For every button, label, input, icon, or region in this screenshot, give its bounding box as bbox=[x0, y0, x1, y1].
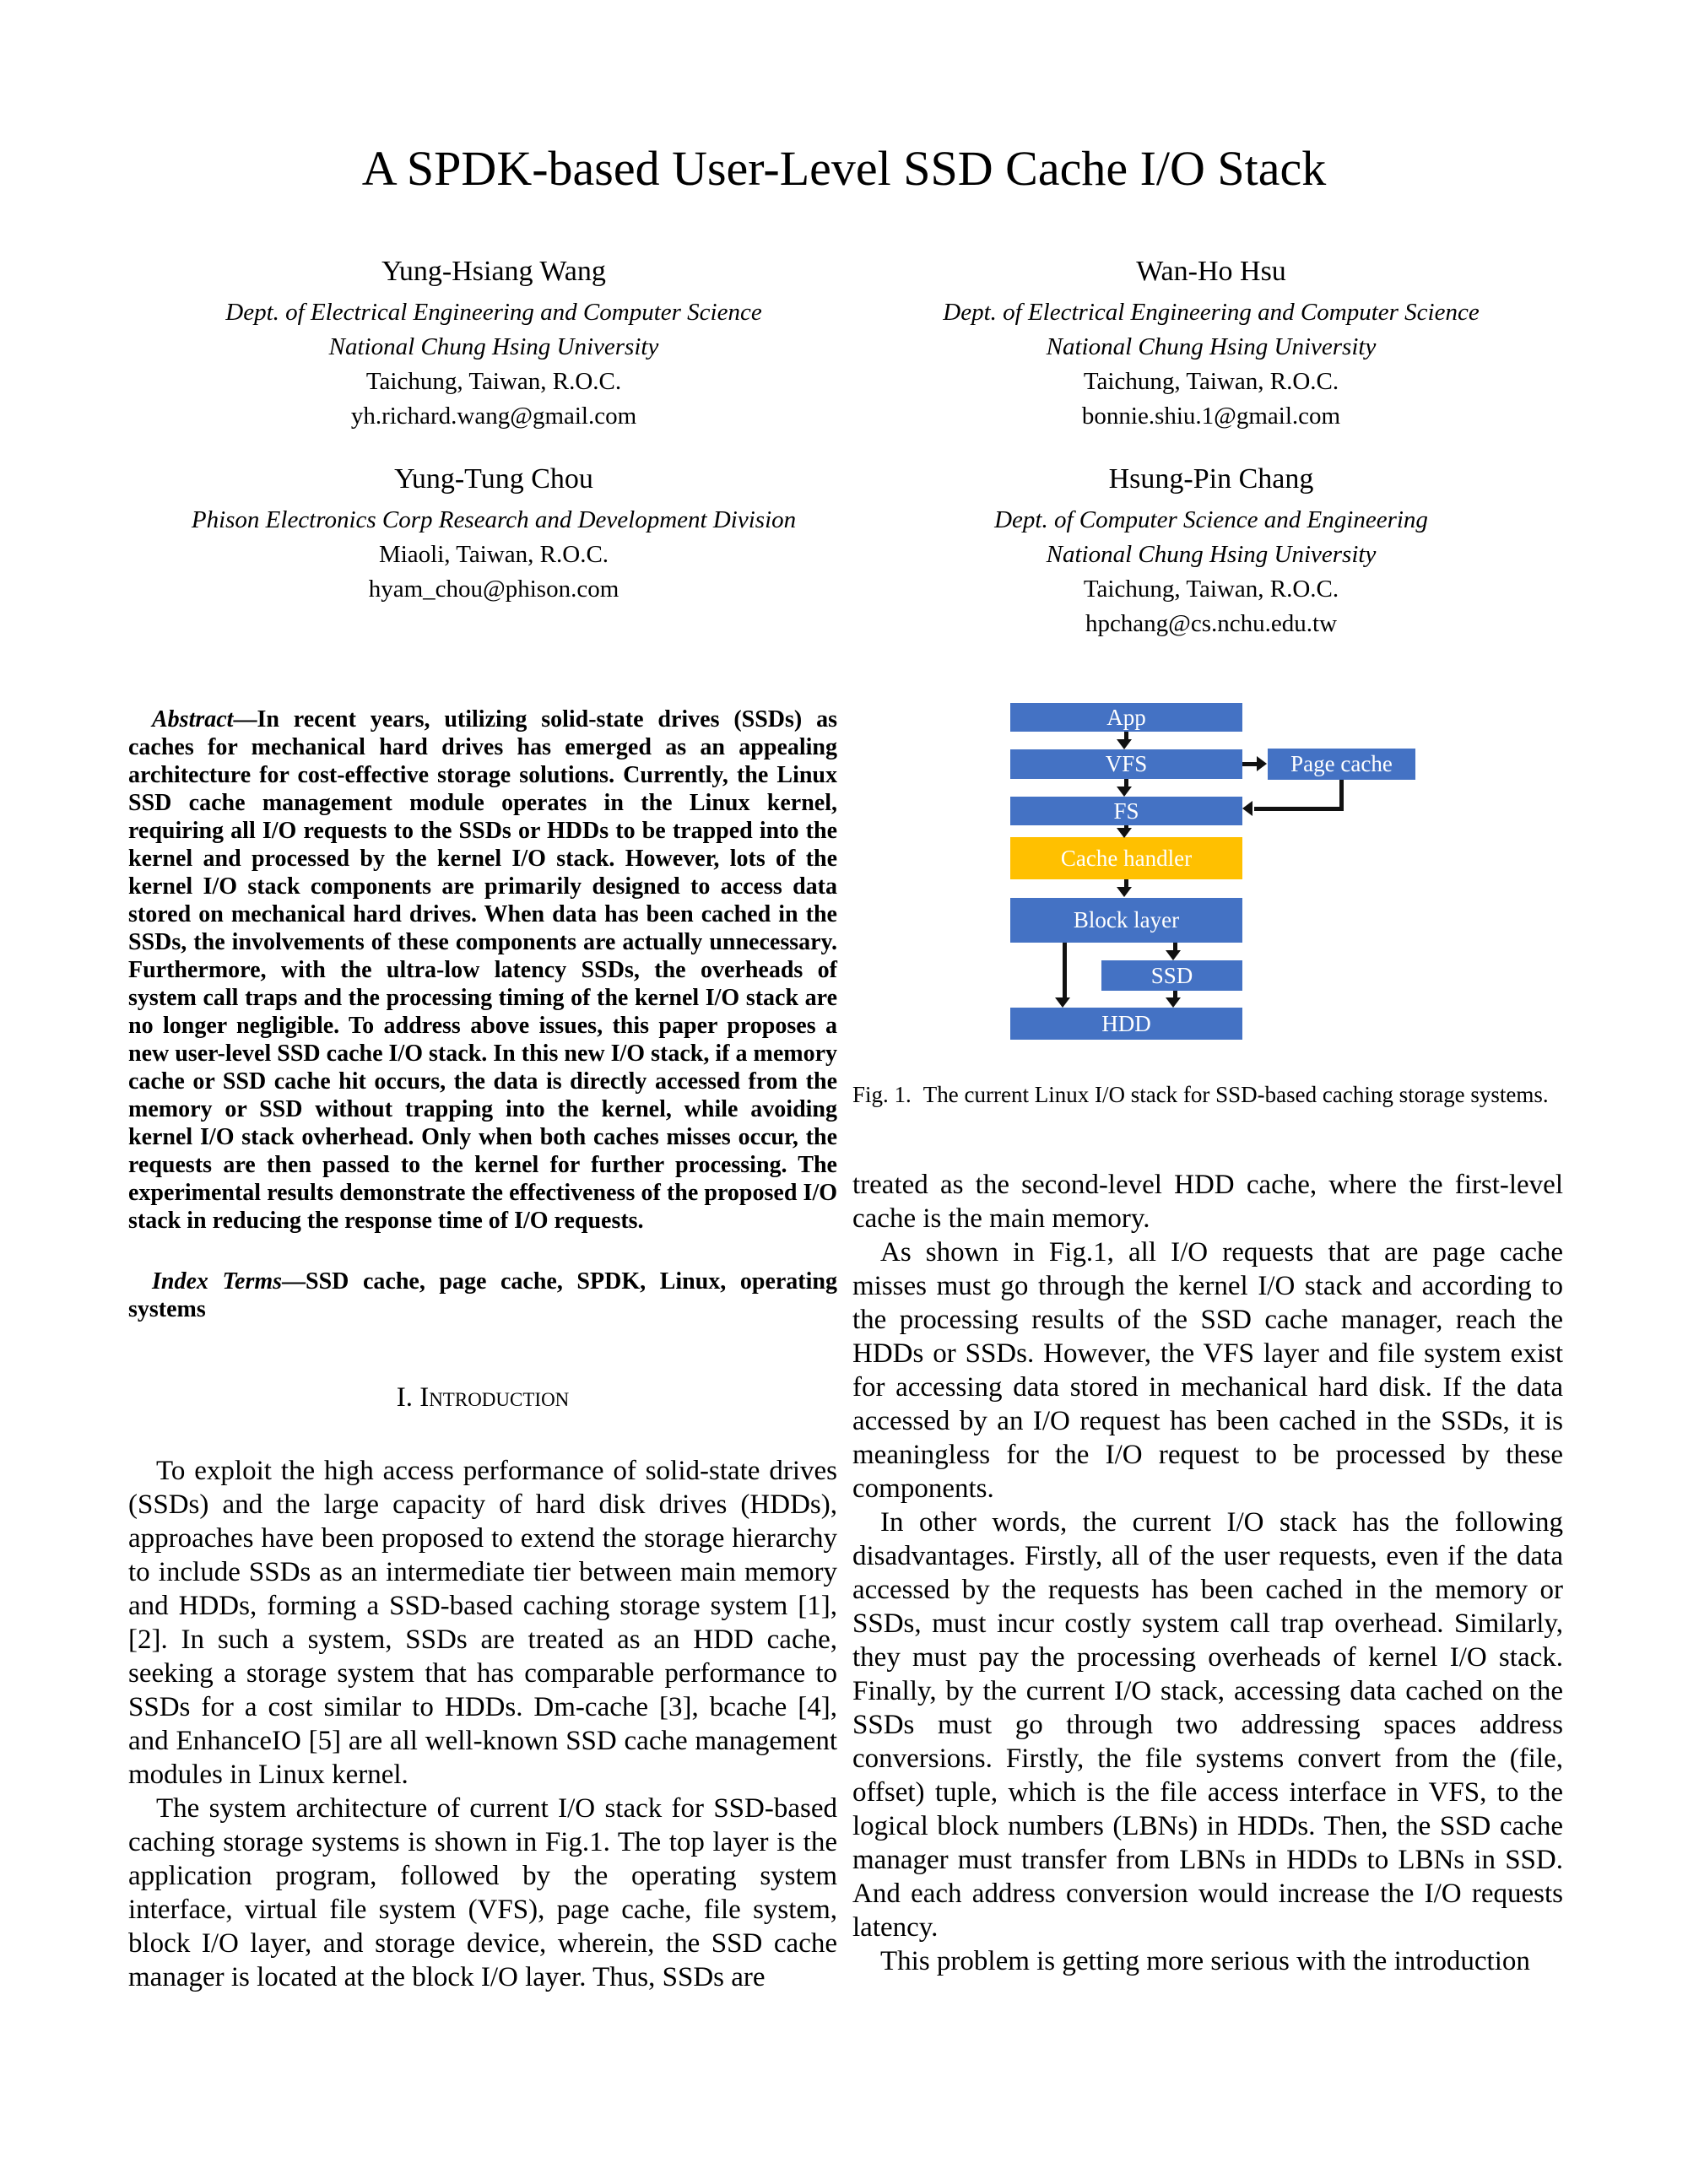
diagram-box-hdd: HDD bbox=[1010, 1008, 1242, 1040]
author-block-2 bbox=[802, 255, 1620, 434]
author-name: Hsung-Pin Chang bbox=[1108, 463, 1314, 495]
right-column bbox=[852, 1168, 1563, 1978]
arrowhead-block-layer-to-ssd bbox=[1166, 950, 1181, 960]
arrow-block-layer-to-hdd bbox=[1063, 943, 1067, 998]
author-university: National Chung Hsing University bbox=[1046, 541, 1377, 568]
right-paragraph-4: This problem is getting more serious with the introduction bbox=[880, 1946, 1530, 1976]
author-dept: Dept. of Computer Science and Engineering bbox=[994, 506, 1428, 533]
abstract-lead: Abstract bbox=[152, 706, 234, 733]
index-terms-lead: Index Terms bbox=[152, 1268, 283, 1295]
author-email: yh.richard.wang@gmail.com bbox=[350, 403, 637, 430]
arrowhead-fs-to-cache-handler bbox=[1117, 828, 1132, 838]
figure-caption-text: The current Linux I/O stack for SSD-based caching storage systems. bbox=[922, 1082, 1549, 1107]
arrowhead-ssd-to-hdd bbox=[1166, 997, 1181, 1008]
arrowhead-vfs-to-fs bbox=[1117, 787, 1132, 797]
author-name: Wan-Ho Hsu bbox=[1136, 256, 1286, 287]
author-name: Yung-Hsiang Wang bbox=[381, 256, 606, 287]
author-city: Taichung, Taiwan, R.O.C. bbox=[1083, 368, 1339, 395]
section-title: Introduction bbox=[419, 1382, 570, 1413]
diagram-box-app: App bbox=[1010, 703, 1242, 732]
author-email: bonnie.shiu.1@gmail.com bbox=[1081, 403, 1341, 430]
index-terms-paragraph bbox=[128, 1268, 837, 1323]
arrowhead-block-layer-to-hdd bbox=[1055, 997, 1070, 1008]
diagram-box-cache-handler: Cache handler bbox=[1010, 837, 1242, 879]
right-paragraph-2: As shown in Fig.1, all I/O requests that are page cache misses must go through the kernel I/O stack and according to the processing results of the SSD cache manager, reach the HDDs or SSDs. However, the VFS layer and file system exist for accessing data stored in mechanical hard disk. If the data accessed by an I/O request has been cached in the SSDs, it is meaningless for the I/O request to be processed by these components. bbox=[852, 1237, 1563, 1504]
index-terms-text: —SSD cache, page cache, SPDK, Linux, operating systems bbox=[128, 1268, 837, 1322]
author-email: hpchang@cs.nchu.edu.tw bbox=[1085, 610, 1338, 637]
author-block-3 bbox=[84, 462, 903, 607]
author-dept: Phison Electronics Corp Research and Development Division bbox=[191, 506, 797, 533]
figure-caption bbox=[852, 1082, 1563, 1108]
diagram-box-fs: FS bbox=[1010, 797, 1242, 825]
right-paragraph-3: In other words, the current I/O stack has the following disadvantages. Firstly, all of the user requests, even if the data accessed by the requests has been cached in the memory or SSDs, must incur costly system call trap overhead. Similarly, they must pay the processing overheads of kernel I/O stack. Finally, by the current I/O stack, accessing data cached on the SSDs must go through two addressing spaces address conversions. Firstly, the file systems convert from the (file, offset) tuple, which is the file access interface in VFS, to the logical block numbers (LBNs) in HDDs. Then, the SSD cache manager must transfer from LBNs in HDDs to LBNs in SSD. And each address conversion would increase the I/O requests latency. bbox=[852, 1507, 1563, 1943]
author-university: National Chung Hsing University bbox=[1046, 333, 1377, 360]
abstract-text: —In recent years, utilizing solid-state drives (SSDs) as caches for mechanical hard drives has emerged as an appealing architecture for cost-effective storage solutions. Currently, the Linux SSD cache management module operates in the Linux kernel, requiring all I/O requests to the SSDs or HDDs to be trapped into the kernel and processed by the kernel I/O stack. However, lots of the kernel I/O stack components are primarily designed to access data stored on mechanical hard drives. When data has been cached in the SSDs, the involvements of these components are actually unnecessary. Furthermore, with the ultra-low latency SSDs, the overheads of system call traps and the processing timing of the kernel I/O stack are no longer negligible. To address above issues, this paper proposes a new user-level SSD cache I/O stack. In this new I/O stack, if a memory cache or SSD cache hit occurs, the data is directly accessed from the memory or SSD without trapping into the kernel, while avoiding kernel I/O stack ovherhead. Only when both caches misses occur, the requests are then passed to the kernel for further processing. The experimental results demonstrate the effectiveness of the proposed I/O stack in reducing the response time of I/O requests. bbox=[128, 706, 837, 1234]
arrow-page-cache-to-fs bbox=[1254, 807, 1344, 811]
author-dept: Dept. of Electrical Engineering and Computer Science bbox=[225, 299, 762, 326]
right-paragraph-1: treated as the second-level HDD cache, where the first-level cache is the main memory. bbox=[852, 1170, 1563, 1234]
intro-paragraph-1: To exploit the high access performance of solid-state drives (SSDs) and the large capacity of hard disk drives (HDDs), approaches have been proposed to extend the storage hierarchy to include SSDs as an intermediate tier between main memory and HDDs, forming a SSD-based caching storage system [1], [2]. In such a system, SSDs are treated as an HDD cache, seeking a storage system that has comparable performance to SSDs for a cost similar to HDDs. Dm-cache [3], bcache [4], and EnhanceIO [5] are all well-known SSD cache management modules in Linux kernel. bbox=[128, 1456, 837, 1790]
paper-title: A SPDK-based User-Level SSD Cache I/O Stack bbox=[361, 141, 1327, 196]
author-block-4 bbox=[802, 462, 1620, 641]
diagram-box-vfs: VFS bbox=[1010, 749, 1242, 779]
arrowhead-vfs-to-page-cache bbox=[1257, 756, 1267, 771]
arrowhead-cache-handler-to-block-layer bbox=[1117, 887, 1132, 897]
author-city: Taichung, Taiwan, R.O.C. bbox=[1083, 576, 1339, 603]
author-city: Miaoli, Taiwan, R.O.C. bbox=[378, 541, 609, 568]
left-column bbox=[128, 705, 837, 1994]
diagram-box-ssd: SSD bbox=[1101, 960, 1242, 991]
arrowhead-app-to-vfs bbox=[1117, 739, 1132, 749]
author-block-1 bbox=[84, 255, 903, 434]
section-heading-introduction bbox=[128, 1382, 837, 1414]
author-dept: Dept. of Electrical Engineering and Computer Science bbox=[943, 299, 1480, 326]
intro-paragraph-2: The system architecture of current I/O stack for SSD-based caching storage systems is shown in Fig.1. The top layer is the application program, followed by the operating system interface, virtual file system (VFS), page cache, file system, block I/O layer, and storage device, wherein, the SSD cache manager is located at the block I/O layer. Thus, SSDs are bbox=[128, 1793, 837, 1992]
abstract-paragraph bbox=[128, 705, 837, 1235]
author-email: hyam_chou@phison.com bbox=[368, 576, 619, 603]
diagram-box-page-cache: Page cache bbox=[1268, 749, 1415, 780]
figure-caption-label: Fig. 1. bbox=[852, 1082, 912, 1107]
arrowhead-page-cache-to-fs bbox=[1242, 801, 1252, 816]
figure-1 bbox=[852, 700, 1563, 1156]
author-university: National Chung Hsing University bbox=[328, 333, 659, 360]
section-number: I. bbox=[396, 1382, 413, 1413]
author-name: Yung-Tung Chou bbox=[394, 463, 593, 495]
diagram-box-block-layer: Block layer bbox=[1010, 898, 1242, 943]
author-city: Taichung, Taiwan, R.O.C. bbox=[365, 368, 622, 395]
